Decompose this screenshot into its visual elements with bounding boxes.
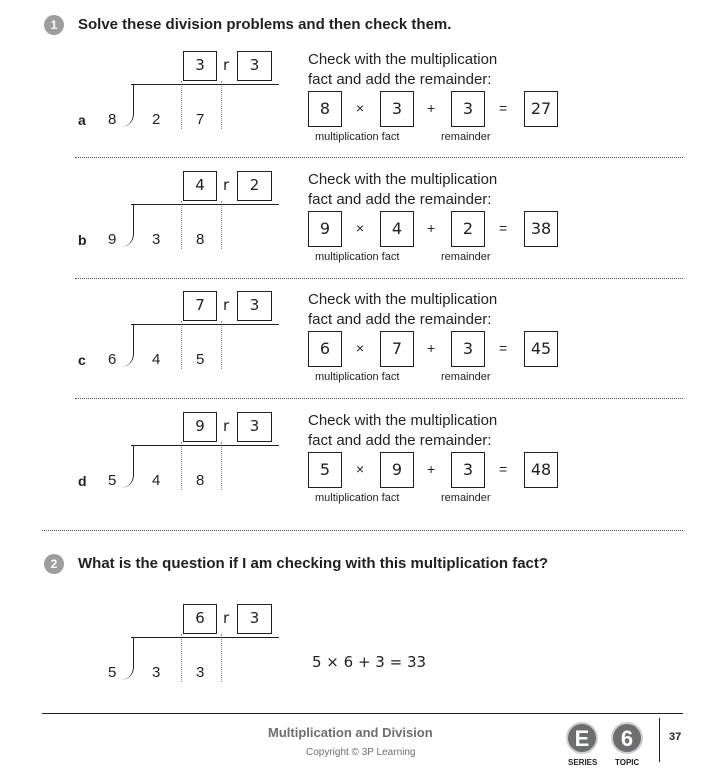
remainder-label: remainder xyxy=(441,371,491,383)
divisor: 9 xyxy=(108,231,117,248)
check-factor-a: 8 xyxy=(308,91,342,127)
column-guide xyxy=(181,81,182,129)
footer-title: Multiplication and Division xyxy=(268,725,433,740)
remainder-r-label: r xyxy=(223,296,230,314)
remainder-r-label: r xyxy=(223,609,230,627)
check-factor-a: 5 xyxy=(308,452,342,488)
column-guide xyxy=(181,321,182,369)
times-sign: × xyxy=(356,461,365,477)
divisor: 5 xyxy=(108,664,117,681)
problem-label: a xyxy=(78,112,86,128)
division-bar xyxy=(131,445,279,446)
check-instruction-line1: Check with the multiplication xyxy=(308,412,498,429)
problem-label: c xyxy=(78,352,86,368)
dividend-digit: 8 xyxy=(196,472,205,489)
division-bracket xyxy=(121,85,134,127)
check-remainder: 3 xyxy=(451,331,485,367)
quotient-box: 3 xyxy=(183,51,217,81)
check-remainder: 3 xyxy=(451,452,485,488)
column-guide xyxy=(221,81,222,129)
multiplication-fact-label: multiplication fact xyxy=(315,492,400,504)
equals-sign: = xyxy=(499,461,508,477)
equals-sign: = xyxy=(499,100,508,116)
check-remainder: 2 xyxy=(451,211,485,247)
equals-sign: = xyxy=(499,220,508,236)
multiplication-fact-label: multiplication fact xyxy=(315,371,400,383)
check-instruction-line2: fact and add the remainder: xyxy=(308,311,492,328)
check-instruction-line2: fact and add the remainder: xyxy=(308,71,492,88)
divisor: 8 xyxy=(108,111,117,128)
dividend-digit: 3 xyxy=(196,664,205,681)
topic-badge-icon: 6 xyxy=(611,722,643,754)
remainder-r-label: r xyxy=(223,176,230,194)
dividend-digit: 3 xyxy=(152,231,161,248)
check-factor-b: 9 xyxy=(380,452,414,488)
dividend-digit: 4 xyxy=(152,472,161,489)
remainder-r-label: r xyxy=(223,56,230,74)
series-badge-icon: E xyxy=(566,722,598,754)
plus-sign: + xyxy=(427,340,436,356)
divisor: 5 xyxy=(108,472,117,489)
footer-rule xyxy=(42,713,683,714)
check-result: 45 xyxy=(524,331,558,367)
remainder-box: 3 xyxy=(237,291,272,321)
quotient-box: 9 xyxy=(183,412,217,442)
times-sign: × xyxy=(356,220,365,236)
footer-divider xyxy=(659,718,660,762)
quotient-box: 4 xyxy=(183,171,217,201)
column-guide xyxy=(181,634,182,682)
check-factor-b: 7 xyxy=(380,331,414,367)
remainder-label: remainder xyxy=(441,492,491,504)
question-1-number: 1 xyxy=(44,15,64,35)
check-instruction-line2: fact and add the remainder: xyxy=(308,191,492,208)
check-result: 48 xyxy=(524,452,558,488)
check-factor-b: 4 xyxy=(380,211,414,247)
remainder-box: 3 xyxy=(237,412,272,442)
division-bracket xyxy=(121,325,134,367)
question-2-equation: 5 × 6 + 3 = 33 xyxy=(312,653,427,671)
divisor: 6 xyxy=(108,351,117,368)
question-2-text: What is the question if I am checking with this multiplication fact? xyxy=(78,555,549,572)
column-guide xyxy=(221,201,222,249)
equals-sign: = xyxy=(499,340,508,356)
multiplication-fact-label: multiplication fact xyxy=(315,131,400,143)
dividend-digit: 3 xyxy=(152,664,161,681)
division-bar xyxy=(131,84,279,85)
dividend-digit: 8 xyxy=(196,231,205,248)
column-guide xyxy=(221,442,222,490)
dividend-digit: 7 xyxy=(196,111,205,128)
division-bracket xyxy=(121,205,134,247)
quotient-box: 6 xyxy=(183,604,217,634)
section-separator xyxy=(75,278,683,279)
remainder-r-label: r xyxy=(223,417,230,435)
remainder-box: 2 xyxy=(237,171,272,201)
division-bar xyxy=(131,324,279,325)
check-factor-a: 6 xyxy=(308,331,342,367)
question-1-text: Solve these division problems and then check them. xyxy=(78,16,452,33)
section-separator xyxy=(75,157,683,158)
problem-label: d xyxy=(78,473,87,489)
topic-label: TOPIC xyxy=(615,758,640,767)
remainder-label: remainder xyxy=(441,251,491,263)
division-bar xyxy=(131,637,279,638)
check-factor-a: 9 xyxy=(308,211,342,247)
division-bar xyxy=(131,204,279,205)
quotient-box: 7 xyxy=(183,291,217,321)
check-result: 27 xyxy=(524,91,558,127)
remainder-label: remainder xyxy=(441,131,491,143)
section-separator xyxy=(75,398,683,399)
dividend-digit: 2 xyxy=(152,111,161,128)
footer-copyright: Copyright © 3P Learning xyxy=(306,747,416,758)
check-instruction-line2: fact and add the remainder: xyxy=(308,432,492,449)
remainder-box: 3 xyxy=(237,604,272,634)
plus-sign: + xyxy=(427,220,436,236)
page-number: 37 xyxy=(669,731,682,743)
check-instruction-line1: Check with the multiplication xyxy=(308,171,498,188)
division-bracket xyxy=(121,446,134,488)
times-sign: × xyxy=(356,340,365,356)
check-result: 38 xyxy=(524,211,558,247)
section-separator xyxy=(42,530,683,531)
plus-sign: + xyxy=(427,100,436,116)
dividend-digit: 4 xyxy=(152,351,161,368)
check-instruction-line1: Check with the multiplication xyxy=(308,51,498,68)
check-instruction-line1: Check with the multiplication xyxy=(308,291,498,308)
plus-sign: + xyxy=(427,461,436,477)
column-guide xyxy=(221,634,222,682)
check-remainder: 3 xyxy=(451,91,485,127)
series-label: SERIES xyxy=(568,758,598,767)
dividend-digit: 5 xyxy=(196,351,205,368)
question-2-number: 2 xyxy=(44,554,64,574)
multiplication-fact-label: multiplication fact xyxy=(315,251,400,263)
column-guide xyxy=(221,321,222,369)
problem-label: b xyxy=(78,232,87,248)
times-sign: × xyxy=(356,100,365,116)
division-bracket xyxy=(121,638,134,680)
check-factor-b: 3 xyxy=(380,91,414,127)
column-guide xyxy=(181,442,182,490)
remainder-box: 3 xyxy=(237,51,272,81)
column-guide xyxy=(181,201,182,249)
